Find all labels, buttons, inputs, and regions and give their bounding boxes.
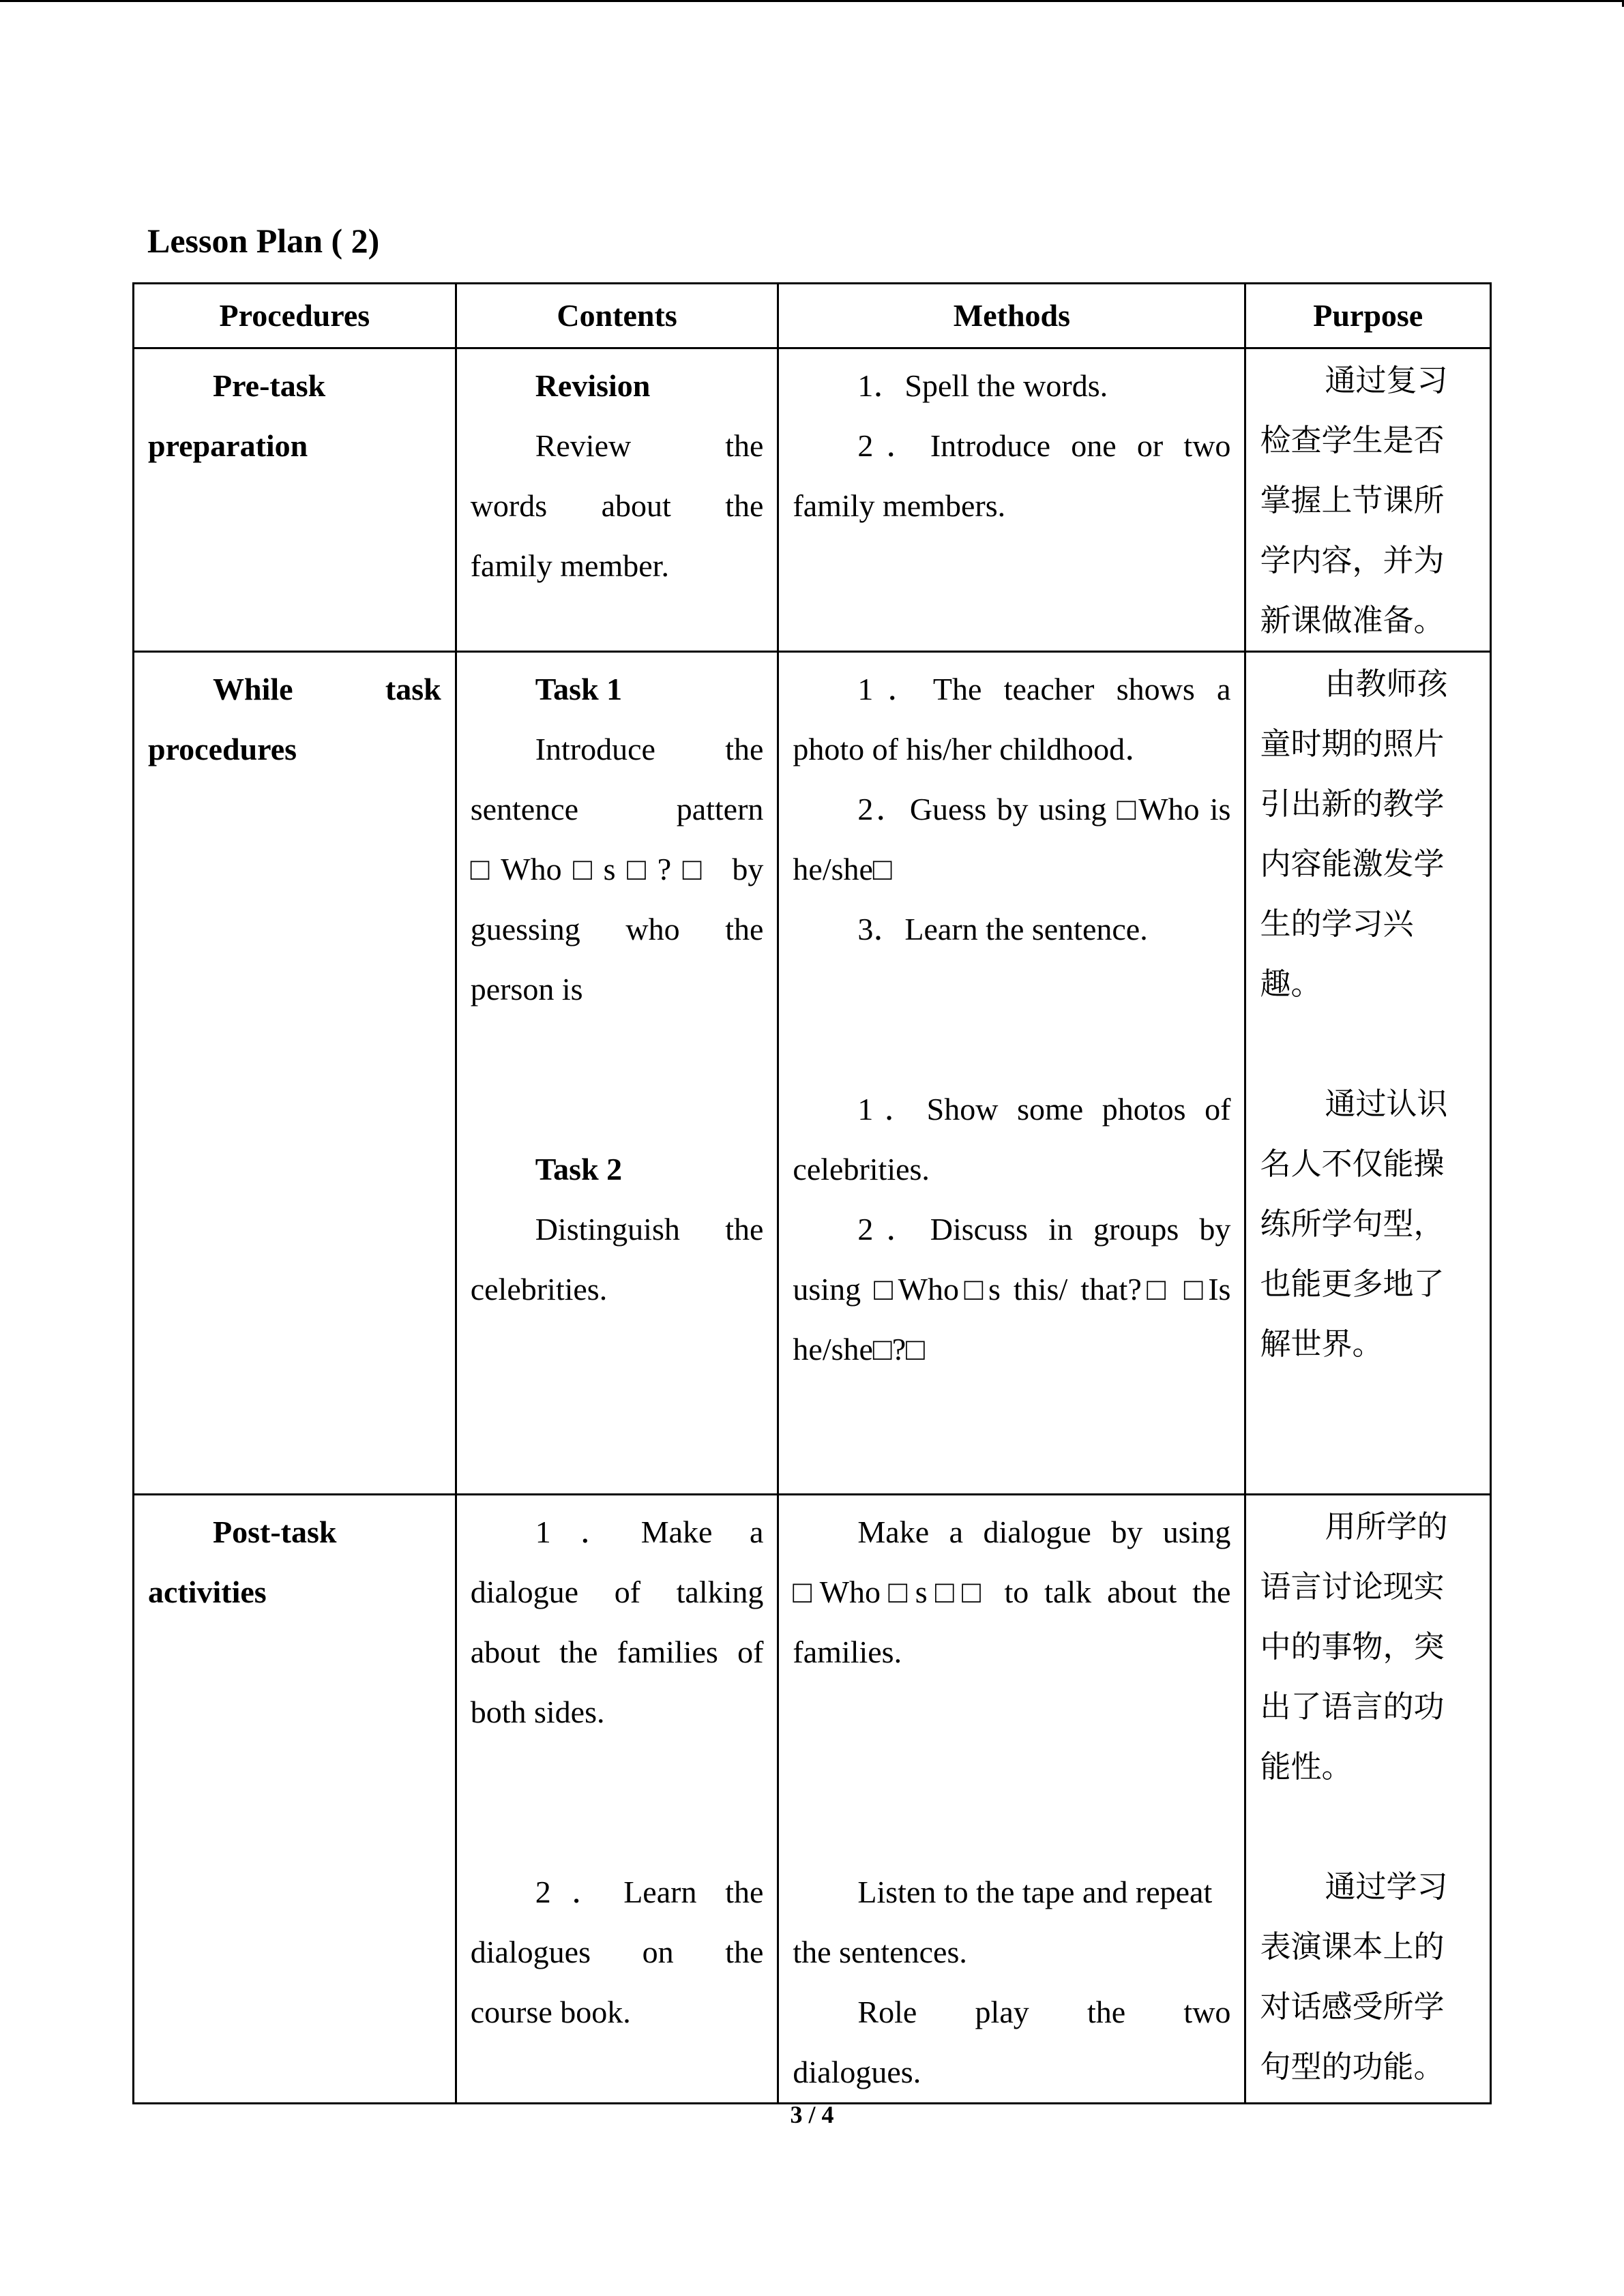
- purpose-line: 句型的功能。: [1260, 2048, 1445, 2085]
- methods-line: 1．Show some photos of: [857, 1092, 1231, 1127]
- page-number: 3 / 4: [790, 2101, 834, 2128]
- contents-line: Introduce the: [535, 732, 764, 766]
- methods-line: photo of his/her childhood．: [793, 732, 1157, 766]
- contents-cell: [456, 652, 778, 1495]
- contents-line: 1．Make a: [535, 1515, 764, 1549]
- spacer: [1260, 1797, 1476, 1857]
- spacer: [471, 1019, 764, 1139]
- procedure-cell: [134, 348, 456, 652]
- contents-line: dialogue of talking: [470, 1575, 764, 1609]
- header-row: [134, 284, 1491, 348]
- purpose-line: 内容能激发学: [1260, 846, 1445, 882]
- header-methods: Methods: [778, 284, 1245, 348]
- procedure-cell: [134, 652, 456, 1495]
- methods-cell: [778, 348, 1245, 652]
- procedure-line: preparation: [148, 428, 308, 463]
- methods-line: using □Who□s this/ that?□ □Is: [793, 1272, 1231, 1307]
- header-contents: Contents: [456, 284, 778, 348]
- purpose-line: 也能更多地了: [1260, 1266, 1445, 1302]
- methods-line: the sentences.: [793, 1935, 967, 1969]
- purpose-line: 解世界。: [1260, 1326, 1383, 1362]
- purpose-line: 通过认识: [1325, 1086, 1448, 1122]
- purpose-line: 出了语言的功: [1260, 1688, 1445, 1725]
- contents-line: course book.: [470, 1995, 631, 2029]
- methods-cell: [778, 652, 1245, 1495]
- procedure-line: While task: [213, 672, 441, 706]
- page-title: Lesson Plan ( 2): [147, 222, 380, 260]
- table-row: [134, 652, 1491, 1495]
- purpose-line: 语言讨论现实: [1260, 1568, 1445, 1605]
- methods-line: □Who□s□□ to talk about the: [793, 1575, 1231, 1609]
- methods-line: he/she□: [793, 852, 892, 886]
- procedure-line: activities: [148, 1575, 267, 1609]
- header-procedures: Procedures: [134, 284, 456, 348]
- contents-line: 2．Learn the: [535, 1875, 764, 1909]
- purpose-line: 中的事物，突: [1260, 1628, 1445, 1665]
- purpose-line: 名人不仅能操: [1260, 1146, 1445, 1182]
- lesson-plan-table: [132, 282, 1492, 2104]
- procedure-cell: [134, 1495, 456, 2104]
- methods-line: Listen to the tape and repeat: [857, 1875, 1213, 1909]
- procedure-line: Pre-task: [213, 368, 326, 403]
- methods-line: 2．Discuss in groups by: [857, 1212, 1231, 1247]
- methods-line: he/she□?□: [793, 1332, 925, 1367]
- contents-line: sentence pattern: [470, 792, 764, 826]
- methods-cell: [778, 1495, 1245, 2104]
- header-purpose: Purpose: [1245, 284, 1491, 348]
- methods-line: 1．The teacher shows a: [857, 672, 1231, 706]
- contents-line: family member.: [470, 548, 669, 583]
- contents-line: words about the: [470, 488, 764, 523]
- table-row: [134, 1495, 1491, 2104]
- table-row: [134, 348, 1491, 652]
- task2-heading: Task 2: [535, 1152, 623, 1187]
- purpose-line: 表演课本上的: [1260, 1928, 1445, 1965]
- contents-line: Distinguish the: [535, 1212, 764, 1247]
- methods-line: 2．Guess by using □Who is: [857, 792, 1231, 826]
- purpose-line: 引出新的教学: [1260, 786, 1445, 822]
- methods-line: 1．Spell the words.: [857, 368, 1108, 403]
- purpose-line: 学内容，并为: [1260, 542, 1445, 578]
- procedure-line: Post-task: [213, 1515, 337, 1549]
- methods-line: celebrities.: [793, 1152, 930, 1187]
- contents-line: dialogues on the: [470, 1935, 764, 1969]
- contents-line: □Who□s□?□ by: [470, 852, 764, 886]
- methods-line: family members.: [793, 488, 1006, 523]
- methods-line: 2．Introduce one or two: [857, 428, 1231, 463]
- spacer: [1260, 1014, 1476, 1074]
- purpose-line: 通过学习: [1325, 1868, 1448, 1905]
- purpose-line: 练所学句型，: [1260, 1206, 1445, 1242]
- task1-heading: Task 1: [535, 672, 623, 706]
- methods-line: 3．Learn the sentence.: [857, 912, 1148, 946]
- purpose-line: 趣。: [1260, 966, 1322, 1002]
- purpose-line: 用所学的: [1325, 1508, 1448, 1545]
- methods-line: Make a dialogue by using: [857, 1515, 1231, 1549]
- purpose-line: 生的学习兴: [1260, 906, 1414, 942]
- purpose-line: 能性。: [1260, 1748, 1353, 1785]
- contents-cell: [456, 1495, 778, 2104]
- spacer: [793, 959, 1230, 1079]
- purpose-cell: [1245, 652, 1491, 1495]
- purpose-cell: [1245, 1495, 1491, 2104]
- contents-cell: [456, 348, 778, 652]
- purpose-line: 童时期的照片: [1260, 726, 1445, 762]
- purpose-line: 掌握上节课所: [1260, 482, 1445, 518]
- purpose-line: 对话感受所学: [1260, 1988, 1445, 2025]
- purpose-line: 通过复习: [1325, 362, 1448, 398]
- contents-line: celebrities.: [470, 1272, 608, 1307]
- methods-line: Role play the two: [857, 1995, 1231, 2029]
- purpose-line: 新课做准备。: [1260, 602, 1445, 638]
- methods-line: dialogues.: [793, 2055, 921, 2089]
- contents-line: about the families of: [470, 1635, 764, 1669]
- contents-line: both sides.: [470, 1695, 605, 1729]
- contents-heading: Revision: [535, 368, 651, 403]
- purpose-line: 检查学生是否: [1260, 422, 1445, 458]
- methods-line: families.: [793, 1635, 902, 1669]
- purpose-cell: [1245, 348, 1491, 652]
- contents-line: guessing who the: [470, 912, 764, 946]
- purpose-line: 由教师孩: [1325, 666, 1448, 702]
- spacer: [471, 1742, 764, 1862]
- top-border-line: [0, 0, 1624, 2]
- procedure-line: procedures: [148, 732, 297, 766]
- contents-line: Review the: [535, 428, 764, 463]
- spacer: [793, 1682, 1230, 1862]
- contents-line: person is: [470, 972, 583, 1007]
